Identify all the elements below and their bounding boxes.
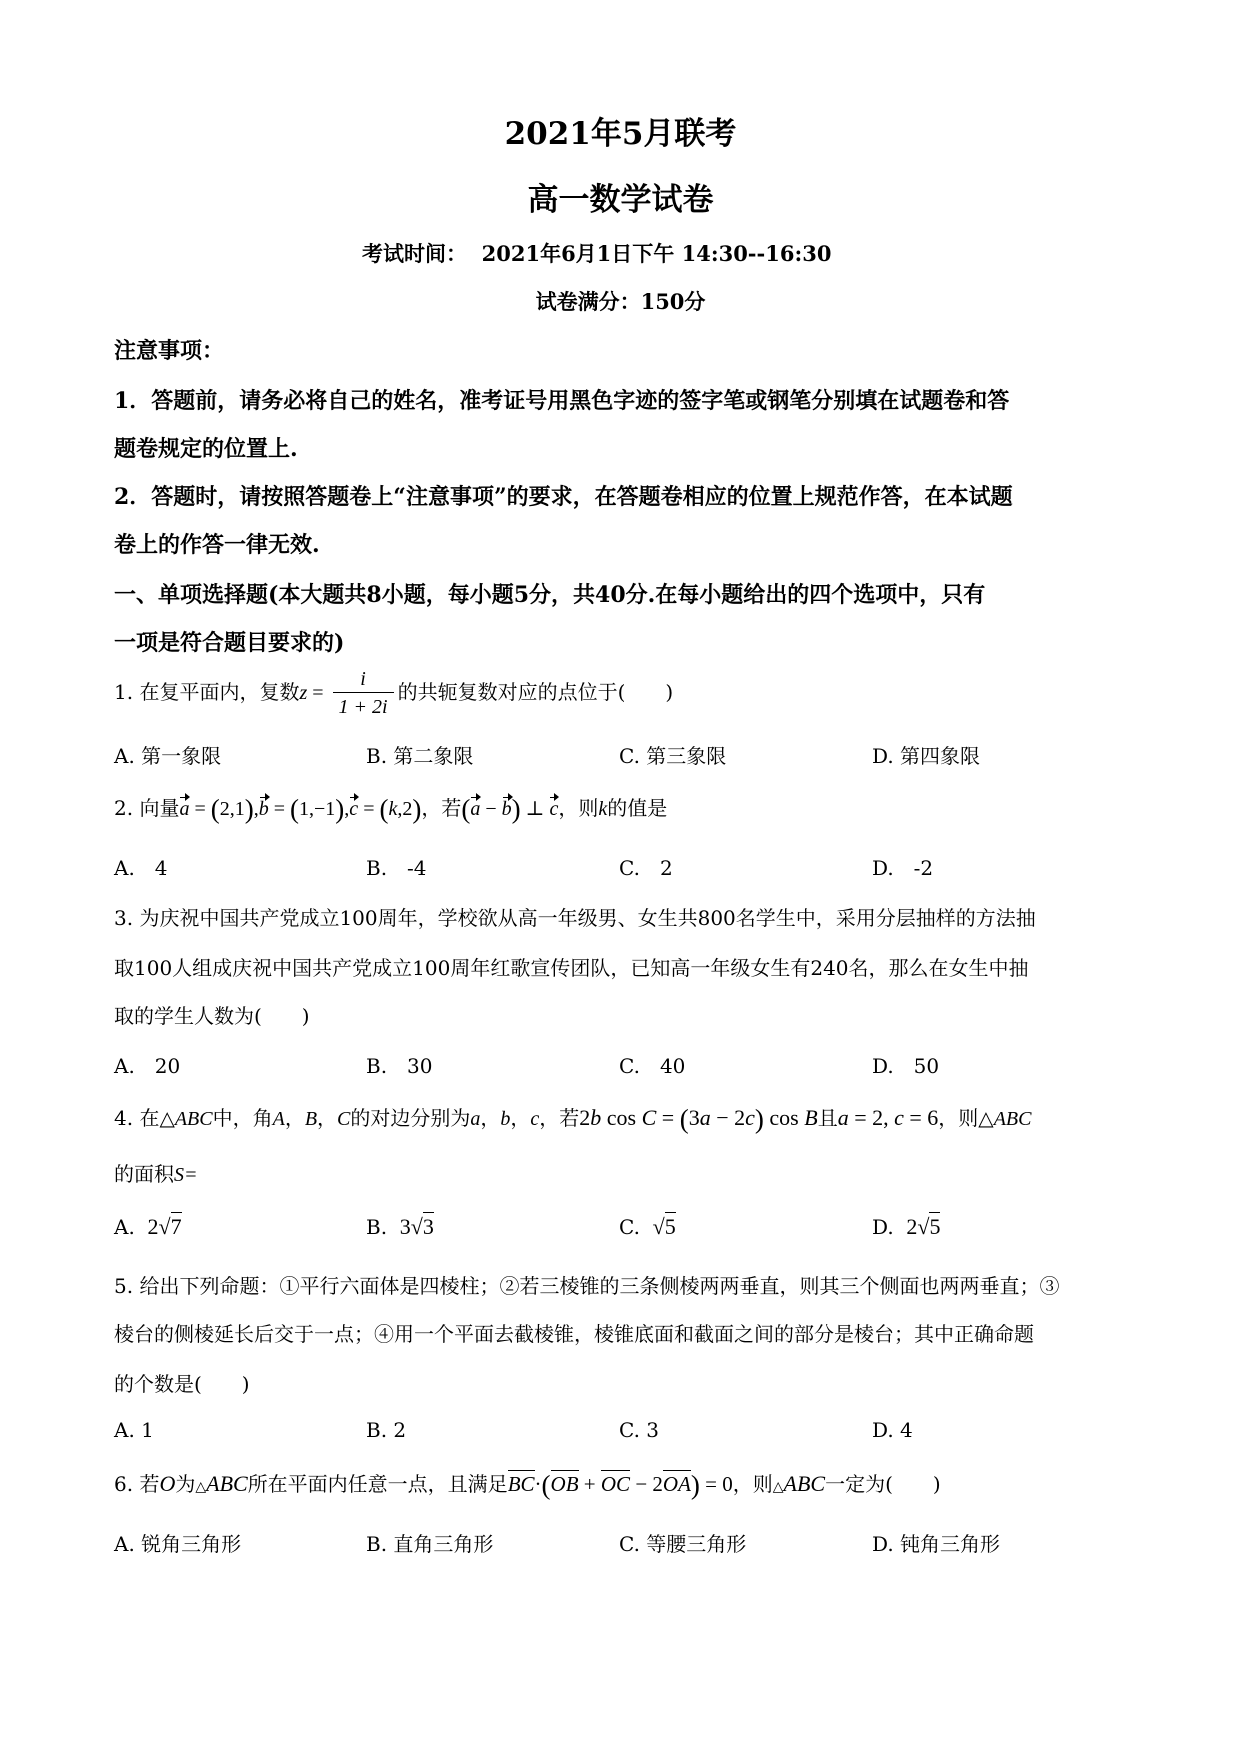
question-5-line-2: 棱台的侧棱延长后交于一点；④用一个平面去截棱锥，棱锥底面和截面之间的部分是棱台；其中正确命题: [114, 1322, 1034, 1346]
question-5-option-d: D. 4: [872, 1418, 913, 1442]
question-6-option-c: C. 等腰三角形: [619, 1532, 747, 1556]
question-1-option-c: C. 第三象限: [619, 744, 727, 768]
question-1-option-b: B. 第二象限: [366, 744, 474, 768]
question-1-option-d: D. 第四象限: [872, 744, 981, 768]
question-4-prefix: 4. 在△: [114, 1106, 175, 1130]
question-4-if: ，若: [539, 1106, 580, 1130]
section-1-heading-line-1: 一、单项选择题(本大题共8小题，每小题5分，共40分.在每小题给出的四个选项中，只有: [114, 582, 986, 608]
question-4-option-d: D. 2√5: [872, 1214, 941, 1239]
question-3-option-b: B. 30: [366, 1054, 433, 1078]
question-3-line-3: 取的学生人数为( ): [114, 1004, 310, 1028]
question-4-line-2: [114, 1158, 198, 1187]
question-4-option-c: C. √5: [619, 1214, 676, 1239]
section-1-heading-line-2: 一项是符合题目要求的): [114, 630, 345, 656]
full-score: 试卷满分：150分: [535, 289, 706, 314]
question-2-variable: k: [598, 798, 608, 820]
question-1-prefix: 1. 在复平面内，复数: [114, 680, 300, 704]
question-2: 2. 向量a = (2,1),b = (1,−1),c = (k,2)，若(a − b) ⊥ c，则k的值是: [114, 794, 668, 824]
question-6-mid-1: 为: [175, 1472, 196, 1496]
question-2-tail: 的值是: [607, 796, 668, 820]
notice-item-2-line-1: 2．答题时，请按照答题卷上“注意事项”的要求，在答题卷相应的位置上规范作答，在本试题: [114, 484, 1013, 510]
fraction-denominator: 1 + 2i: [333, 692, 394, 721]
triangle-name: ABC: [174, 1108, 213, 1130]
fraction-numerator: i: [360, 668, 366, 690]
question-6-tail: ，则: [732, 1472, 773, 1496]
question-4-then: ，则△: [938, 1106, 994, 1130]
question-1-option-a: A. 第一象限: [114, 744, 222, 768]
question-4-sides: 的对边分别为: [350, 1106, 471, 1130]
question-3-line-1: 3. 为庆祝中国共产党成立100周年，学校欲从高一年级男、女生共800名学生中，采用分层抽样的方法抽: [114, 906, 1036, 930]
question-1-fraction: [333, 666, 394, 721]
question-4-line-1: 4. 在△ABC中，角A，B，C的对边分别为a，b，c，若2b cos C = (3a − 2c) cos B且a = 2, c = 6，则△ABC: [114, 1104, 1032, 1134]
question-2-option-a: A. 4: [114, 856, 168, 880]
question-5-option-c: C. 3: [619, 1418, 660, 1442]
question-4-area-text: 的面积: [114, 1162, 174, 1186]
question-3-line-2: 取100人组成庆祝中国共产党成立100周年红歌宣传团队，已知高一年级女生有240名，那么在女生中抽: [114, 956, 1029, 980]
exam-subtitle: 高一数学试卷: [527, 182, 714, 218]
question-2-suffix: ，则: [558, 796, 599, 820]
question-2-option-c: C. 2: [619, 856, 673, 880]
question-5-line-1: 5. 给出下列命题：①平行六面体是四棱柱；②若三棱锥的三条侧棱两两垂直，则其三个侧面也两两垂直；③: [114, 1274, 1060, 1298]
question-5-option-b: B. 2: [366, 1418, 407, 1442]
question-2-condition-prefix: ，若: [421, 796, 462, 820]
notice-heading: 注意事项：: [114, 338, 225, 364]
question-4-area-symbol: S=: [174, 1164, 198, 1186]
question-3-option-a: A. 20: [114, 1054, 181, 1078]
exam-title: 2021年5月联考: [504, 116, 737, 152]
question-3-option-d: D. 50: [872, 1054, 940, 1078]
question-4-option-a: A. 2√7: [114, 1214, 182, 1239]
notice-item-1-line-1: 1．答题前，请务必将自己的姓名，准考证号用黑色字迹的签字笔或钢笔分别填在试题卷和答: [114, 388, 1010, 414]
question-2-option-b: B. -4: [366, 856, 427, 880]
question-4-mid: 中，角: [212, 1106, 273, 1130]
question-5-option-a: A. 1: [114, 1418, 154, 1442]
exam-time-label: 考试时间：: [362, 241, 467, 266]
question-6-option-d: D. 钝角三角形: [872, 1532, 1001, 1556]
question-6-mid-2: 所在平面内任意一点，且满足: [247, 1472, 508, 1496]
question-4-option-b: B. 3√3: [366, 1214, 434, 1239]
exam-time: [362, 238, 831, 268]
question-3-option-c: C. 40: [619, 1054, 686, 1078]
question-6-option-a: A. 锐角三角形: [114, 1532, 242, 1556]
notice-item-1-line-2: 题卷规定的位置上.: [114, 436, 298, 462]
question-2-option-d: D. -2: [872, 856, 934, 880]
question-1: 1. 在复平面内，复数z = $\frac{i}{1 + 2i}$ 的共轭复数对应的点位于( ): [114, 666, 673, 721]
question-6-prefix: 6. 若: [114, 1472, 160, 1496]
question-6: 6. 若O为△ABC所在平面内任意一点，且满足BC·(OB + OC − 2OA) = 0，则△ABC一定为( ): [114, 1470, 941, 1500]
question-6-end: 一定为( ): [825, 1472, 941, 1496]
question-4-and: 且: [817, 1106, 838, 1130]
exam-time-value: 2021年6月1日下午 14:30--16:30: [481, 241, 832, 266]
question-2-prefix: 2. 向量: [114, 796, 180, 820]
question-5-line-3: 的个数是( ): [114, 1372, 250, 1396]
question-1-suffix: 的共轭复数对应的点位于( ): [397, 680, 674, 704]
question-6-option-b: B. 直角三角形: [366, 1532, 494, 1556]
notice-item-2-line-2: 卷上的作答一律无效.: [114, 532, 320, 558]
